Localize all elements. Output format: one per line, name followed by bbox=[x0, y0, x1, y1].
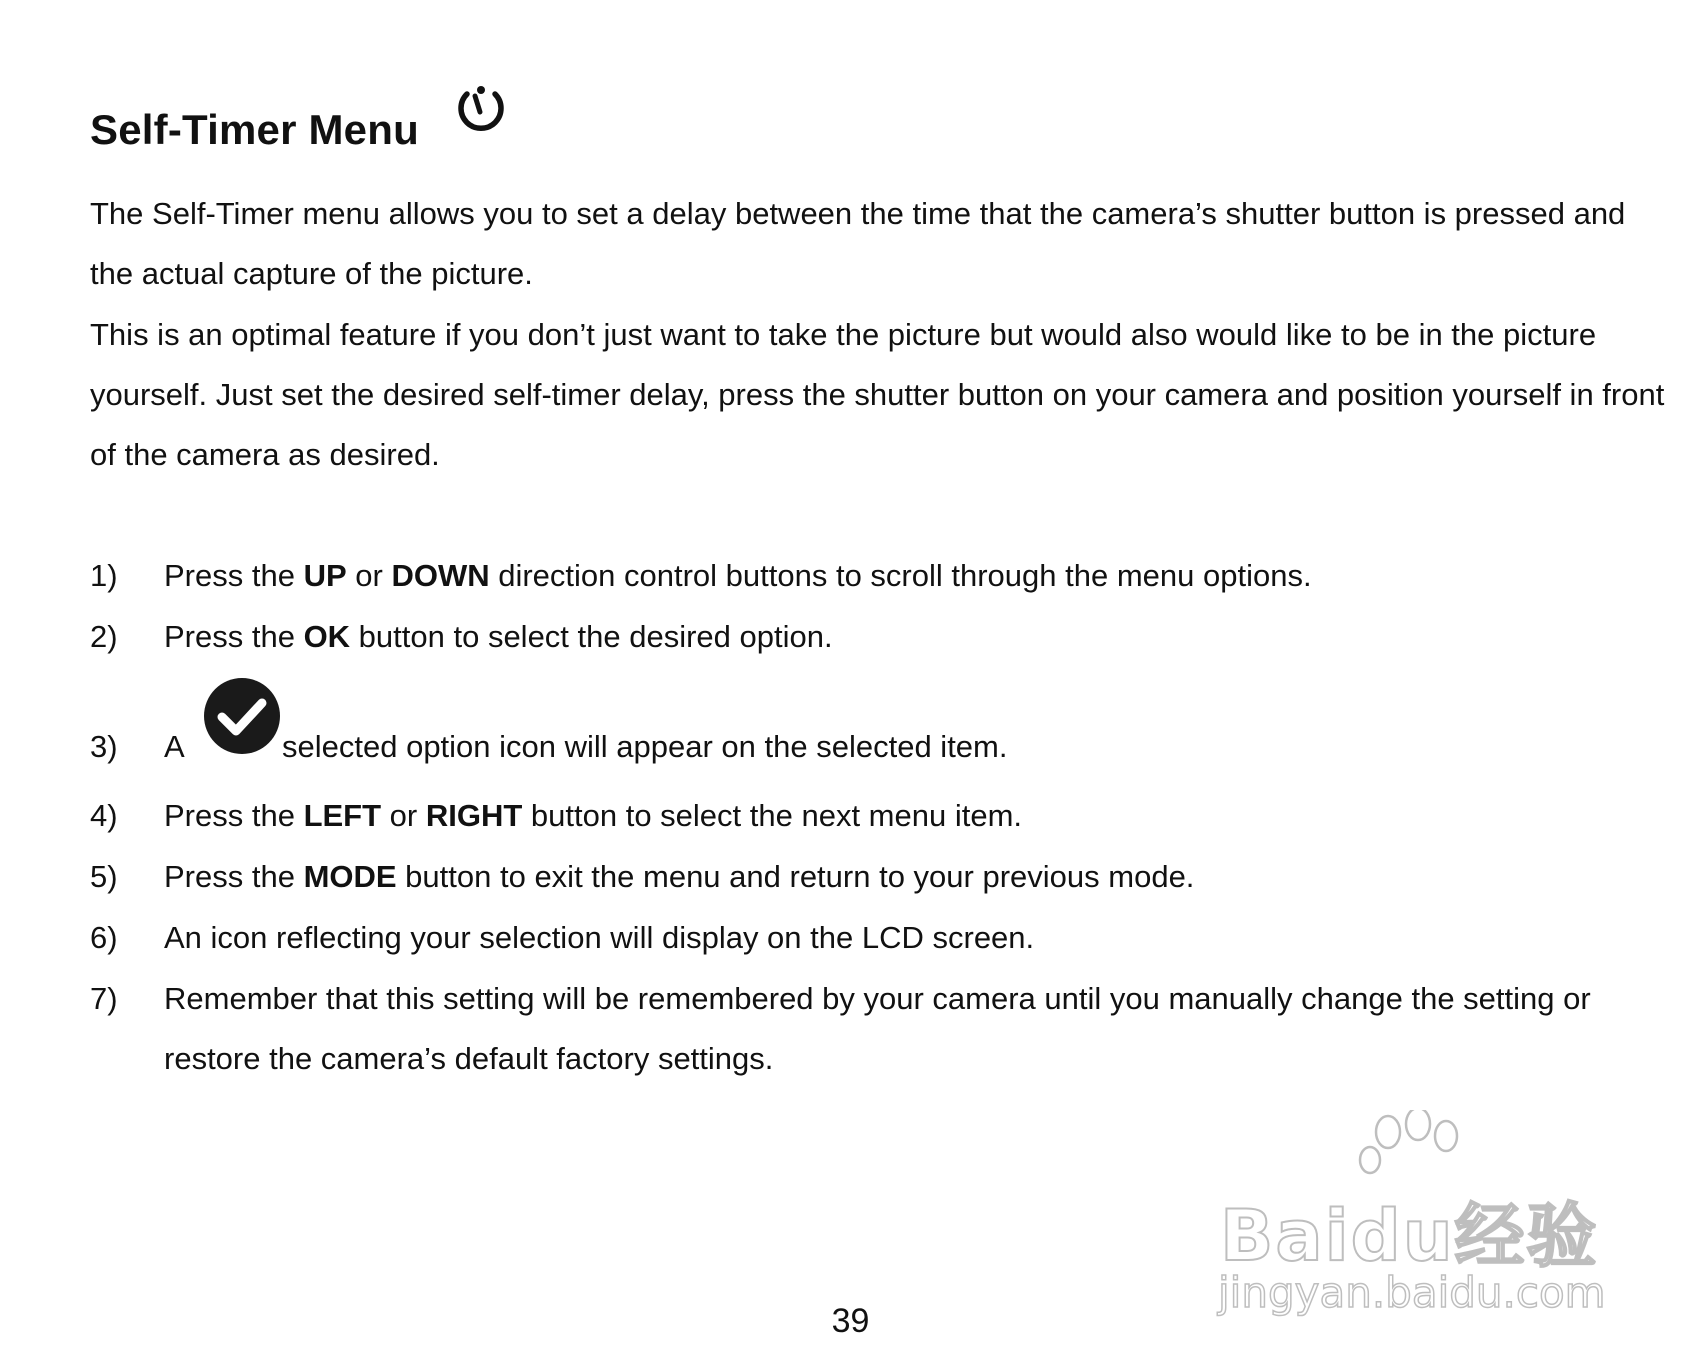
mode-key-label: MODE bbox=[303, 859, 397, 894]
ok-key-label: OK bbox=[303, 619, 351, 654]
intro-text-2: This is an optimal feature if you don’t just want to take the picture but would also would like to be in the picture yourself. Just set the desired self-timer delay, press the shutter button on your camera and position yourself in front of the camera as desired. bbox=[90, 317, 1665, 472]
step-text: An icon reflecting your selection will display on the LCD screen. bbox=[164, 920, 1035, 955]
page-number: 39 bbox=[831, 1302, 870, 1340]
step-text: A bbox=[164, 729, 185, 764]
checkmark-circle-icon bbox=[202, 676, 282, 756]
step-text: selected option icon will appear on the selected item. bbox=[282, 729, 1008, 764]
left-key-label: LEFT bbox=[303, 798, 382, 833]
down-key-label: DOWN bbox=[391, 558, 490, 593]
self-timer-icon bbox=[453, 82, 509, 138]
step-text: Remember that this setting will be remembered by your camera until you manually change the setting or restore the camera’s default factory settings. bbox=[164, 981, 1591, 1076]
intro-paragraph-2 bbox=[90, 305, 1670, 485]
watermark-url: jingyan.baidu.com bbox=[1218, 1268, 1606, 1317]
intro-paragraph-1 bbox=[90, 184, 1670, 304]
baidu-watermark bbox=[1210, 1110, 1610, 1317]
step-text: Press the OK button to select the desired option. bbox=[164, 619, 833, 654]
step-number: 4) bbox=[90, 798, 118, 833]
step-number: 2) bbox=[90, 619, 118, 654]
step-number: 3) bbox=[90, 729, 118, 764]
page-title: Self-Timer Menu bbox=[90, 106, 419, 153]
watermark-brand: Baidu经验 bbox=[1220, 1195, 1599, 1277]
step-text: Press the LEFT or RIGHT button to select the next menu item. bbox=[164, 798, 1023, 833]
up-key-label: UP bbox=[303, 558, 347, 593]
step-number: 7) bbox=[90, 981, 118, 1016]
intro-text-1: The Self-Timer menu allows you to set a delay between the time that the camera’s shutter button is pressed and the actual capture of the picture. bbox=[90, 196, 1626, 291]
right-key-label: RIGHT bbox=[425, 798, 523, 833]
step-text: Press the UP or DOWN direction control buttons to scroll through the menu options. bbox=[164, 558, 1312, 593]
step-number: 1) bbox=[90, 558, 118, 593]
step-number: 6) bbox=[90, 920, 118, 955]
step-text: Press the MODE button to exit the menu and return to your previous mode. bbox=[164, 859, 1195, 894]
step-number: 5) bbox=[90, 859, 118, 894]
